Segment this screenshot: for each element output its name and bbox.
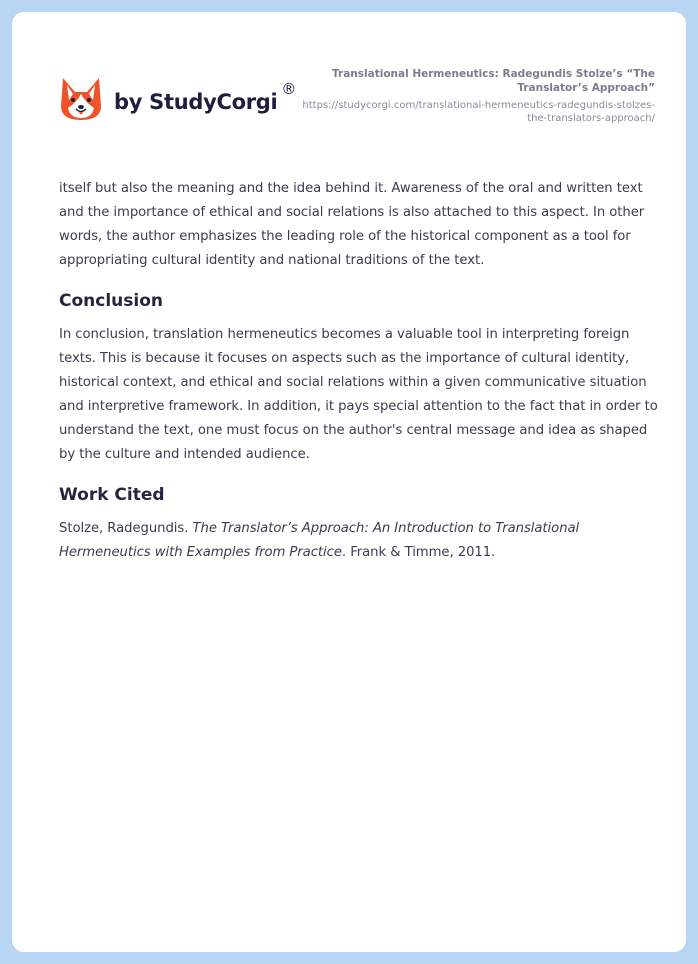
citation bbox=[59, 517, 659, 565]
citation-author: Stolze, Radegundis. bbox=[59, 521, 193, 536]
intro-paragraph: itself but also the meaning and the idea behind it. Awareness of the oral and written text and the importance of ethical and social relations is also attached to this aspect. In other words, the author emphasizes the leading role of the historical component as a tool for appropriating cultural identity and national traditions of the text. bbox=[59, 181, 645, 268]
corgi-logo-icon bbox=[60, 76, 102, 122]
conclusion-heading: Conclusion bbox=[59, 291, 163, 311]
conclusion-paragraph: In conclusion, translation hermeneutics becomes a valuable tool in interpreting foreign texts. This is because it focuses on aspects such as the importance of cultural identity, historical context, and ethical and social relations within a given communicative situation and interpretive framework. In addition, it pays special attention to the fact that in order to understand the text, one must focus on the author's central message and idea as shaped by the culture and intended audience. bbox=[59, 327, 658, 462]
document-body bbox=[59, 177, 659, 565]
logo-text: by StudyCorgi bbox=[114, 90, 278, 114]
document-url[interactable]: https://studycorgi.com/translational-hermeneutics-radegundis-stolzes-the-translators-approach/ bbox=[302, 100, 655, 124]
studycorgi-logo[interactable] bbox=[60, 76, 296, 122]
work-cited-heading: Work Cited bbox=[59, 485, 165, 505]
document-meta bbox=[295, 67, 655, 125]
citation-publisher: . Frank & Timme, 2011. bbox=[341, 545, 496, 560]
registered-mark: ® bbox=[281, 80, 297, 98]
document-title: Translational Hermeneutics: Radegundis Stolze’s “The Translator’s Approach” bbox=[332, 68, 655, 94]
document-card bbox=[12, 12, 686, 952]
citation-title: The Translator’s Approach: An Introduction to Translational Hermeneutics with Examples from Practice bbox=[59, 521, 580, 560]
page-header bbox=[12, 12, 686, 142]
